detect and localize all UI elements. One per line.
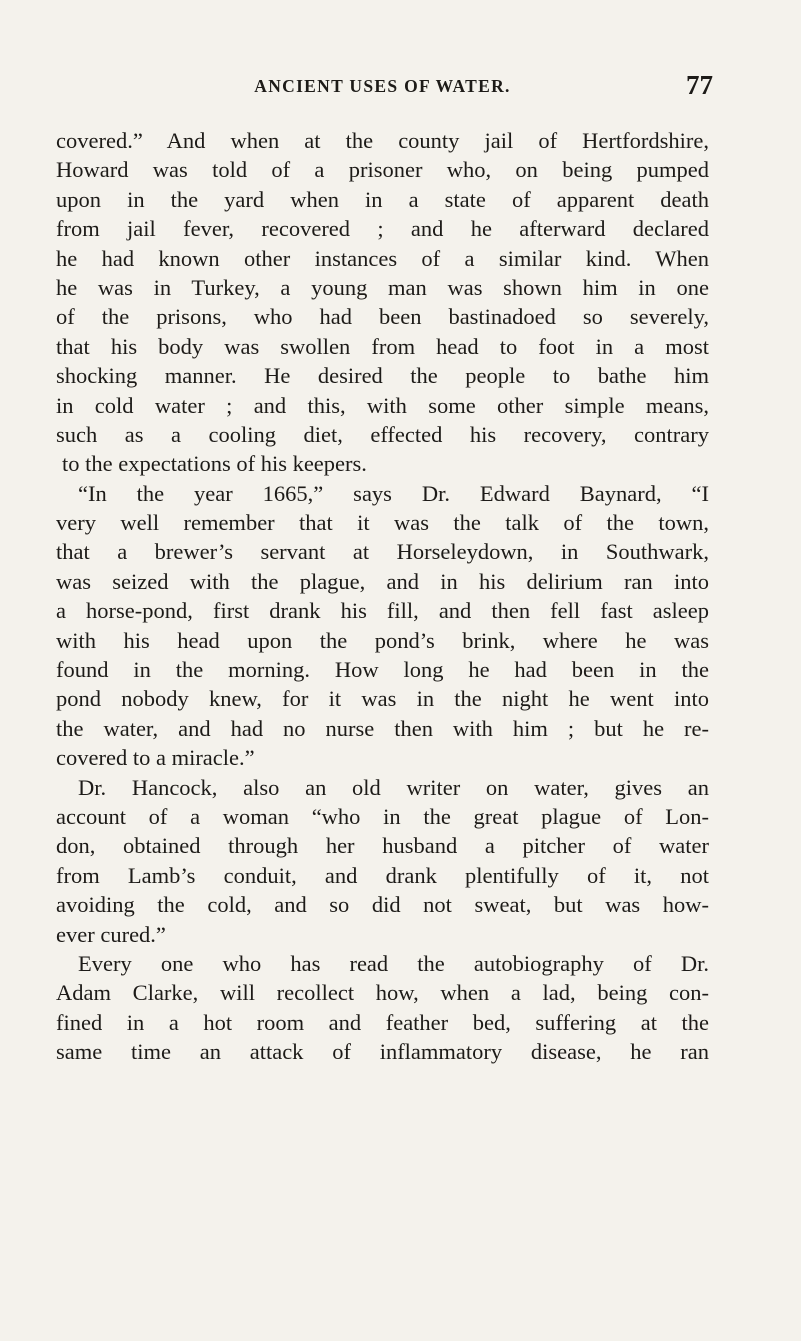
body-text: [56, 126, 709, 1067]
text-line: to the expectations of his keepers.: [62, 451, 367, 477]
running-head: [56, 70, 713, 106]
text-line: Howard was told of a prisoner who, on being pumped: [56, 157, 709, 183]
text-line: upon in the yard when in a state of apparent death: [56, 186, 709, 212]
text-line: such as a cooling diet, effected his recovery, contrary: [56, 421, 709, 447]
text-line: Adam Clarke, will recollect how, when a lad, being con-: [56, 980, 709, 1006]
text-line: the water, and had no nurse then with him ; but he re-: [56, 715, 709, 741]
text-line: account of a woman “who in the great plague of Lon-: [56, 803, 709, 829]
text-line: covered to a miracle.”: [56, 745, 255, 771]
text-line: same time an attack of inflammatory disease, he ran: [56, 1039, 709, 1065]
text-line: fined in a hot room and feather bed, suffering at the: [56, 1009, 709, 1035]
page-number: 77: [686, 70, 713, 100]
text-line: pond nobody knew, for it was in the night he went into: [56, 686, 709, 712]
text-line: don, obtained through her husband a pitcher of water: [56, 833, 709, 859]
text-line: Every one who has read the autobiography of Dr.: [78, 950, 709, 976]
text-line: with his head upon the pond’s brink, where he was: [56, 627, 709, 653]
running-head-title: ANCIENT USES OF WATER.: [254, 76, 511, 96]
text-line: a horse-pond, first drank his fill, and then fell fast asleep: [56, 598, 709, 624]
text-line: avoiding the cold, and so did not sweat, but was how-: [56, 892, 709, 918]
text-line: was seized with the plague, and in his delirium ran into: [56, 568, 709, 594]
text-line: covered.” And when at the county jail of Hertfordshire,: [56, 128, 709, 153]
text-line: that a brewer’s servant at Horseleydown, in Southwark,: [56, 539, 709, 565]
text-line: he was in Turkey, a young man was shown him in one: [56, 274, 709, 300]
text-line: ever cured.”: [56, 921, 166, 947]
text-line: from Lamb’s conduit, and drank plentifully of it, not: [56, 862, 709, 888]
text-line: found in the morning. How long he had been in the: [56, 657, 709, 683]
text-line: very well remember that it was the talk of the town,: [56, 510, 709, 536]
text-line: he had known other instances of a similar kind. When: [56, 245, 709, 271]
text-line: in cold water ; and this, with some other simple means,: [56, 392, 709, 418]
text-line: Dr. Hancock, also an old writer on water, gives an: [78, 774, 709, 800]
text-line: shocking manner. He desired the people to bathe him: [56, 363, 709, 389]
text-line: “In the year 1665,” says Dr. Edward Baynard, “I: [78, 480, 709, 506]
text-line: from jail fever, recovered ; and he afterward declared: [56, 216, 709, 242]
text-line: that his body was swollen from head to foot in a most: [56, 333, 709, 359]
text-line: of the prisons, who had been bastinadoed so severely,: [56, 304, 709, 330]
